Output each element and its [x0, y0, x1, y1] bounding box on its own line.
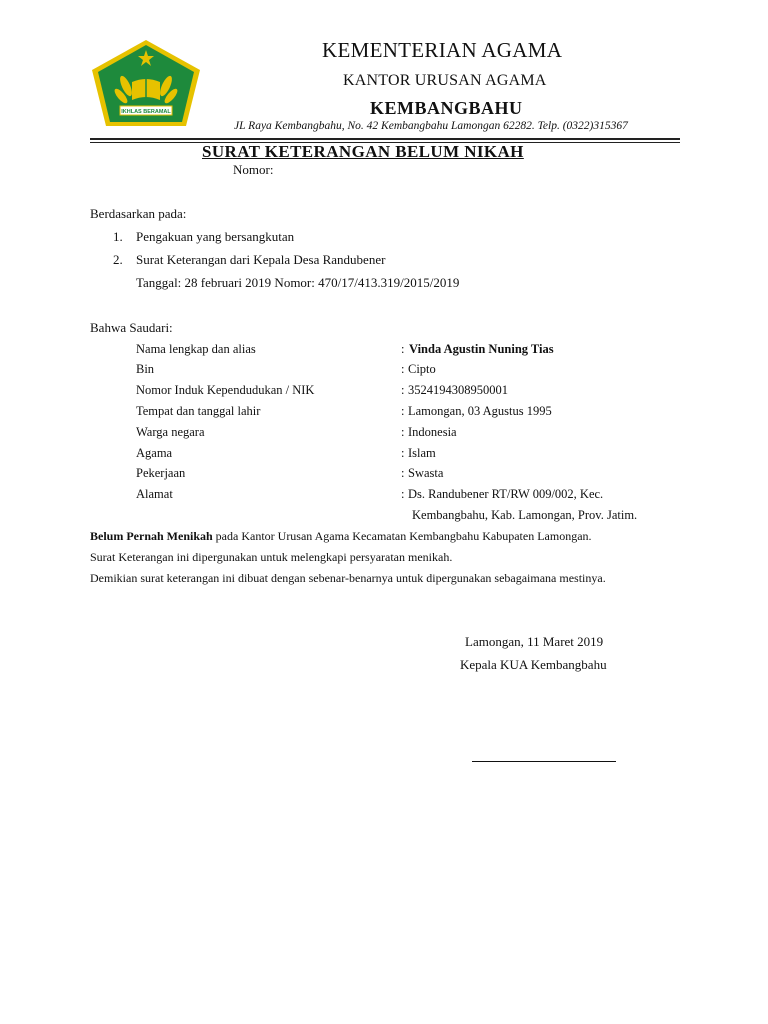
- field-value-name: Vinda Agustin Nuning Tias: [409, 342, 554, 356]
- field-label-citizenship: Warga negara: [136, 425, 205, 439]
- logo-banner-text: IKHLAS BERAMAL: [121, 109, 171, 115]
- district-name: KEMBANGBAHU: [370, 98, 523, 118]
- field-separator: :: [401, 466, 405, 480]
- field-separator: :: [401, 425, 405, 439]
- office-name: KANTOR URUSAN AGAMA: [343, 72, 547, 89]
- field-separator: :: [401, 362, 405, 376]
- kemenag-logo: [90, 38, 202, 128]
- office-address: JL Raya Kembangbahu, No. 42 Kembangbahu Lamongan 62282. Telp. (0322)315367: [234, 120, 628, 132]
- field-label-birth: Tempat dan tanggal lahir: [136, 404, 261, 418]
- statement-line3: Demikian surat keterangan ini dibuat dengan sebenar-benarnya untuk dipergunakan sebagaimana mestinya.: [90, 571, 606, 585]
- statement-bold-lead: Belum Pernah Menikah: [90, 529, 213, 543]
- field-separator: :: [401, 487, 405, 501]
- field-separator: :: [401, 446, 405, 460]
- header-rule-thick: [90, 138, 680, 140]
- field-label-occupation: Pekerjaan: [136, 466, 186, 480]
- signature-line: [472, 761, 616, 762]
- field-label-bin: Bin: [136, 362, 155, 376]
- letter-title: SURAT KETERANGAN BELUM NIKAH: [202, 142, 524, 161]
- subject-intro: Bahwa Saudari:: [90, 320, 173, 335]
- field-value-address-line2: Kembangbahu, Kab. Lamongan, Prov. Jatim.: [412, 508, 638, 522]
- signature-place-date: Lamongan, 11 Maret 2019: [465, 634, 604, 649]
- field-label-name: Nama lengkap dan alias: [136, 342, 256, 356]
- statement-line2: Surat Keterangan ini dipergunakan untuk melengkapi persyaratan menikah.: [90, 550, 453, 564]
- basis-item-number: 2.: [113, 252, 123, 267]
- field-value-nik: 3524194308950001: [408, 383, 508, 397]
- field-value-birth: Lamongan, 03 Agustus 1995: [408, 404, 552, 418]
- field-separator: :: [401, 342, 405, 356]
- basis-intro: Berdasarkan pada:: [90, 206, 187, 221]
- signature-position: Kepala KUA Kembangbahu: [460, 657, 607, 672]
- statement-line1: [90, 526, 677, 547]
- statement-line1-rest: pada Kantor Urusan Agama Kecamatan Kembangbahu Kabupaten Lamongan.: [212, 529, 592, 543]
- field-label-nik: Nomor Induk Kependudukan / NIK: [136, 383, 315, 397]
- field-value-bin: Cipto: [408, 362, 436, 376]
- basis-item-text: Surat Keterangan dari Kepala Desa Randubener: [136, 252, 386, 267]
- field-separator: :: [401, 404, 405, 418]
- field-value-citizenship: Indonesia: [408, 425, 457, 439]
- field-separator: :: [401, 383, 405, 397]
- basis-item-number: 1.: [113, 229, 123, 244]
- field-value-address: Ds. Randubener RT/RW 009/002, Kec.: [408, 487, 604, 501]
- ministry-name: KEMENTERIAN AGAMA: [322, 38, 563, 62]
- basis-item-text: Pengakuan yang bersangkutan: [136, 229, 295, 244]
- field-label-religion: Agama: [136, 446, 173, 460]
- field-value-occupation: Swasta: [408, 466, 444, 480]
- field-label-address: Alamat: [136, 487, 173, 501]
- letter-number-label: Nomor:: [233, 162, 274, 177]
- basis-detail: Tanggal: 28 februari 2019 Nomor: 470/17/413.319/2015/2019: [136, 275, 460, 290]
- field-value-religion: Islam: [408, 446, 436, 460]
